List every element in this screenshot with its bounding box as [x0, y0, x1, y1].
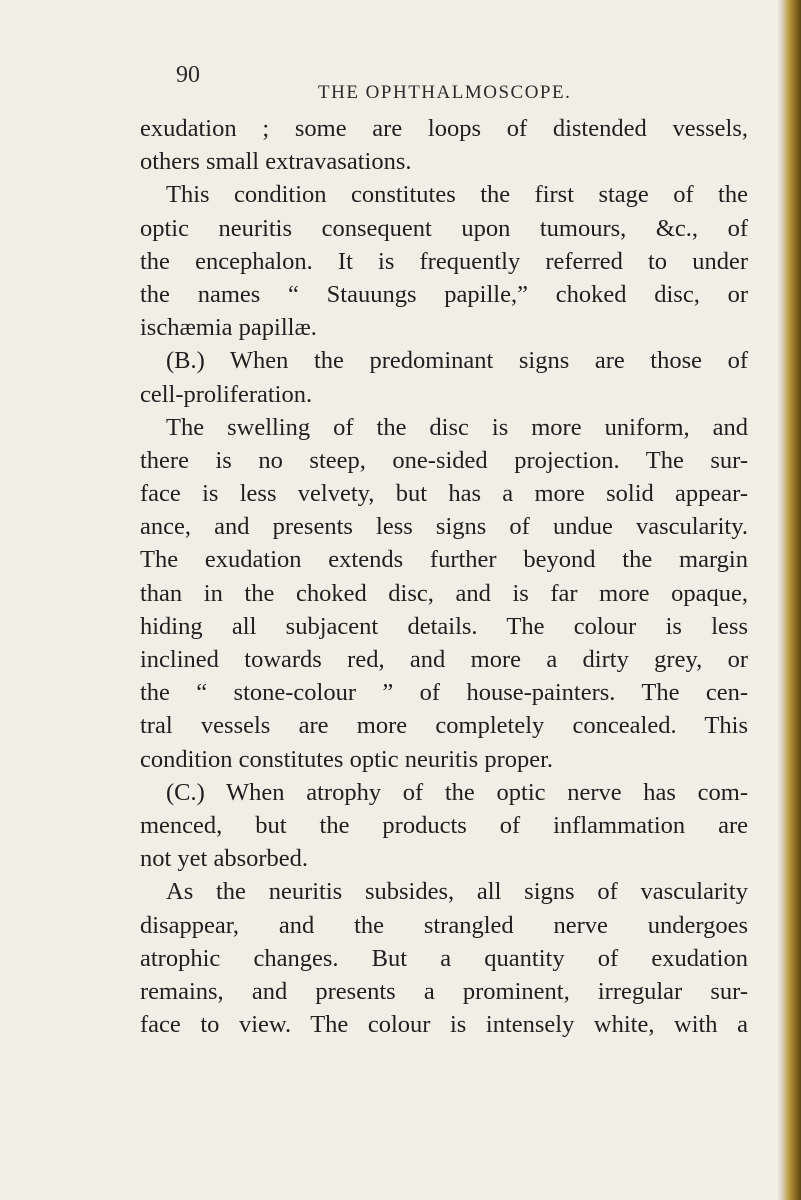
text-line: hiding all subjacent details. The colour is less: [140, 612, 748, 640]
text-line: ance, and presents less signs of undue vascularity.: [140, 513, 748, 541]
text-line: face to view. The colour is intensely white, with a: [140, 1011, 748, 1039]
text-line: ischæmia papillæ.: [140, 314, 317, 342]
text-line: exudation ; some are loops of distended vessels,: [140, 115, 748, 142]
text-line: optic neuritis consequent upon tumours, &c., of: [140, 214, 748, 242]
text-line: (C.) When atrophy of the optic nerve has com-: [166, 778, 748, 806]
text-line: disappear, and the strangled nerve undergoes: [140, 911, 748, 939]
book-spine-edge: [783, 0, 801, 1200]
text-line: cell-proliferation.: [140, 380, 313, 408]
text-line: As the neuritis subsides, all signs of vascularity: [166, 878, 748, 906]
text-line: the names “ Stauungs papille,” choked disc, or: [140, 280, 748, 308]
page-number: 90: [176, 62, 200, 88]
text-line: the encephalon. It is frequently referred to under: [140, 247, 748, 275]
running-head: THE OPHTHALMOSCOPE.: [318, 82, 572, 103]
text-line: atrophic changes. But a quantity of exudation: [140, 944, 748, 972]
text-line: not yet absorbed.: [140, 845, 309, 873]
text-line: The swelling of the disc is more uniform, and: [166, 413, 748, 441]
text-line: than in the choked disc, and is far more opaque,: [140, 579, 748, 607]
text-line: menced, but the products of inflammation are: [140, 811, 748, 839]
text-line: tral vessels are more completely concealed. This: [140, 712, 748, 740]
text-line: The exudation extends further beyond the margin: [140, 546, 748, 574]
text-line: face is less velvety, but has a more solid appear-: [140, 480, 748, 508]
text-line: condition constitutes optic neuritis proper.: [140, 745, 554, 773]
body-text: [140, 112, 748, 1041]
text-line: This condition constitutes the first stage of the: [166, 181, 748, 209]
text-line: inclined towards red, and more a dirty grey, or: [140, 646, 748, 673]
text-line: others small extravasations.: [140, 148, 412, 176]
text-line: there is no steep, one-sided projection. The sur-: [140, 446, 748, 474]
text-line: the “ stone-colour ” of house-painters. The cen-: [140, 679, 748, 707]
text-line: remains, and presents a prominent, irregular sur-: [140, 977, 748, 1005]
page-header: [0, 58, 801, 103]
text-line: (B.) When the predominant signs are those of: [166, 347, 748, 375]
